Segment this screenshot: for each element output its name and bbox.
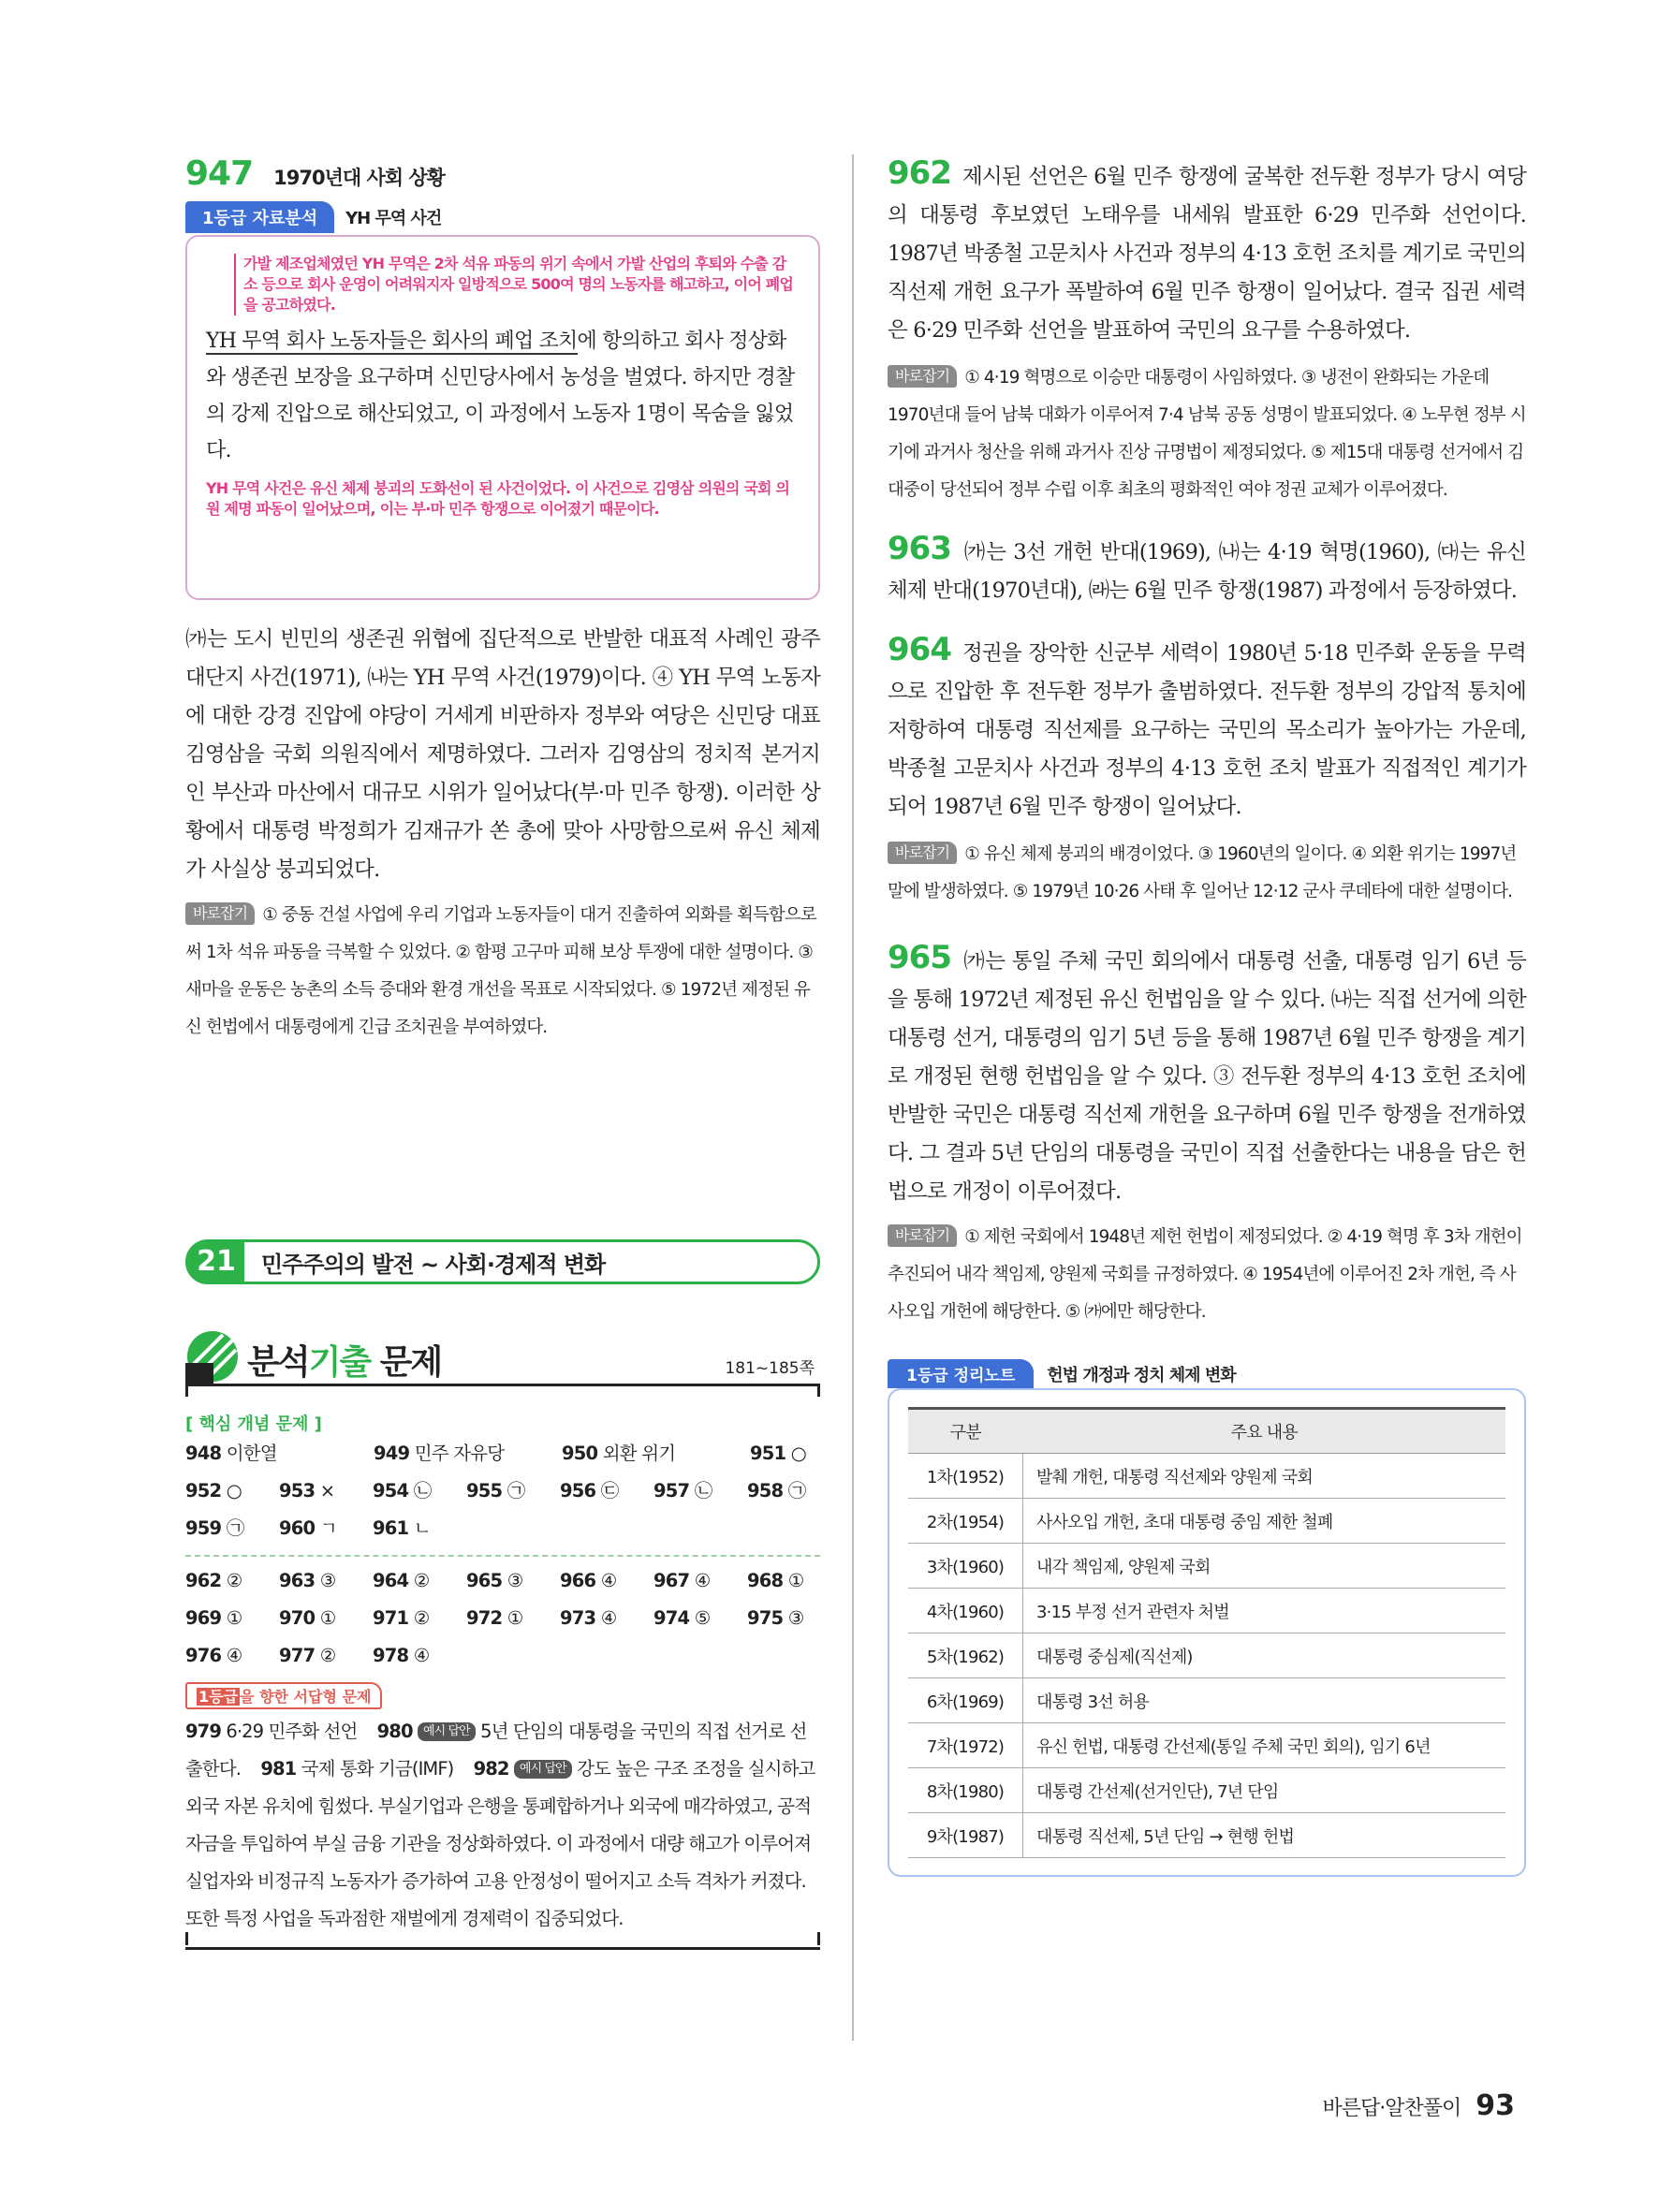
table-header: 주요 내용	[1023, 1409, 1506, 1454]
analysis-word-3: 문제	[370, 1343, 442, 1382]
answer-item: 952 ○	[185, 1480, 242, 1502]
answer-item: 974 ⑤	[653, 1607, 711, 1629]
answer-item: 951 ○	[750, 1443, 806, 1464]
written-label-text: 을 향한 서답형 문제	[240, 1688, 372, 1706]
constitution-table	[908, 1407, 1505, 1858]
table-cell: 9차(1987)	[908, 1813, 1023, 1858]
q965-fix	[888, 1219, 1526, 1331]
summary-note-badge: 1등급 정리노트	[888, 1359, 1034, 1388]
grade-badge: 1등급 자료분석	[185, 201, 334, 233]
table-cell: 5차(1962)	[908, 1633, 1023, 1678]
table-cell: 대통령 직선제, 5년 단임 → 현행 헌법	[1023, 1813, 1506, 1858]
answer-item: 973 ④	[560, 1607, 617, 1629]
analysis-word-2: 기출	[308, 1343, 371, 1382]
q963-text: ㈎는 3선 개헌 반대(1969), ㈏는 4·19 혁명(1960), ㈐는 유신 체제 반대(1970년대), ㈑는 6월 민주 항쟁(1987) 과정에서 등장하였다.	[888, 540, 1526, 603]
bracket-right	[817, 1932, 820, 1945]
q964-fix	[888, 836, 1526, 911]
question-number: 962	[888, 154, 951, 192]
page-footer	[1322, 2089, 1515, 2122]
table-cell: 사사오입 개헌, 초대 대통령 중임 제한 철폐	[1023, 1499, 1506, 1544]
answer-item: 953 ×	[279, 1480, 335, 1502]
table-row	[908, 1723, 1505, 1768]
answer-number: 979	[185, 1721, 222, 1742]
table-row	[908, 1768, 1505, 1813]
summary-note-badge-row	[888, 1359, 1526, 1388]
bracket-left	[185, 1384, 188, 1397]
answer-item: 960 ㄱ	[279, 1517, 337, 1539]
core-answers-row1	[185, 1435, 820, 1472]
example-answer-tag: 예시 답안	[514, 1760, 572, 1779]
mc-answers-row1	[185, 1562, 820, 1600]
table-cell: 내각 책임제, 양원제 국회	[1023, 1544, 1506, 1589]
table-cell: 6차(1969)	[908, 1678, 1023, 1723]
q947-explanation: ㈎는 도시 빈민의 생존권 위협에 집단적으로 반발한 대표적 사례인 광주 대단지 사건(1971), ㈏는 YH 무역 사건(1979)이다. ④ YH 무역 노동자에 대한 강경 진압에 야당이 거세게 비판하자 정부와 여당은 신민당 대표 김영삼을 국회 의원직에서 제명하였다. 그러자 김영삼의 정치적 본거지인 부산과 마산에서 대규모 시위가 일어났다(부·마 민주 항쟁). 이러한 상황에서 대통령 박정희가 김재규가 쏜 총에 맞아 사망함으로써 유신 체제가 사실상 붕괴되었다.	[185, 627, 820, 882]
summary-note-title: 헌법 개정과 정치 체제 변화	[1047, 1365, 1236, 1385]
table-header-row	[908, 1409, 1505, 1454]
fix-tag: 바로잡기	[888, 365, 957, 388]
core-answers-row3	[185, 1510, 820, 1547]
q964-text: 정권을 장악한 신군부 세력이 1980년 5·18 민주화 운동을 무력으로 진압한 후 전두환 정부가 출범하였다. 전두환 정부의 강압적 통치에 저항하여 대통령 직선제를 요구하는 국민의 목소리가 높아가는 가운데, 박종철 고문치사 사건과 정부의 4·13 호헌 조치 발표가 직접적인 계기가 되어 1987년 6월 민주 항쟁이 일어났다.	[888, 641, 1526, 819]
question-title: 1970년대 사회 상황	[273, 167, 445, 189]
fix-tag: 바로잡기	[888, 1224, 957, 1247]
answer-item: 970 ①	[279, 1607, 336, 1629]
answer-number: 981	[260, 1758, 297, 1780]
q962-block	[888, 154, 1526, 350]
table-cell: 3차(1960)	[908, 1544, 1023, 1589]
q962-fix-text: ① 4·19 혁명으로 이승만 대통령이 사임하였다. ③ 냉전이 완화되는 가운데 1970년대 들어 남북 대화가 이루어져 7·4 남북 공동 성명이 발표되었다. ④ 노무현 정부 시기에 과거사 청산을 위해 과거사 진상 규명법이 제정되었다. ⑤ 제15대 대통령 선거에서 김대중이 당선되어 정부 수립 이후 최초의 평화적인 여야 정권 교체가 이루어졌다.	[888, 368, 1526, 500]
table-cell: 대통령 간선제(선거인단), 7년 단임	[1023, 1768, 1506, 1813]
table-cell: 1차(1952)	[908, 1454, 1023, 1499]
dashed-divider	[185, 1555, 820, 1557]
answer-979: 6·29 민주화 선언	[226, 1721, 358, 1742]
fix-tag: 바로잡기	[185, 902, 255, 925]
question-number: 947	[185, 154, 254, 193]
table-row	[908, 1544, 1505, 1589]
answer-item: 961 ㄴ	[373, 1517, 431, 1539]
table-cell: 대통령 중심제(직선제)	[1023, 1633, 1506, 1678]
answer-item: 948 이한열	[185, 1443, 277, 1464]
analysis-label	[247, 1336, 441, 1384]
example-answer-tag: 예시 답안	[418, 1722, 476, 1741]
table-cell: 2차(1954)	[908, 1499, 1023, 1544]
right-column	[888, 154, 1526, 1877]
table-cell: 8차(1980)	[908, 1768, 1023, 1813]
table-cell: 유신 헌법, 대통령 간선제(통일 주체 국민 회의), 임기 6년	[1023, 1723, 1506, 1768]
analysis-icon	[185, 1329, 240, 1384]
answer-item: 957 ㉡	[653, 1480, 712, 1502]
q962-text: 제시된 선언은 6월 민주 항쟁에 굴복한 전두환 정부가 당시 여당의 대통령 후보였던 노태우를 내세워 발표한 6·29 민주화 선언이다. 1987년 박종철 고문치사 사건과 정부의 4·13 호헌 조치를 계기로 국민의 직선제 개헌 요구가 폭발하여 6월 민주 항쟁이 일어났다. 결국 집권 세력은 6·29 민주화 선언을 발표하여 국민의 요구를 수용하였다.	[888, 165, 1526, 343]
answer-item: 956 ㉢	[560, 1480, 619, 1502]
analysis-header	[185, 1316, 820, 1386]
q965-fix-text: ① 제헌 국회에서 1948년 제헌 헌법이 제정되었다. ② 4·19 혁명 후 3차 개헌이 추진되어 내각 책임제, 양원제 국회를 규정하였다. ④ 1954년에 이루어진 2차 개헌, 즉 사사오입 개헌에 해당한다. ⑤ ㈎에만 해당한다.	[888, 1227, 1522, 1322]
section-bottom-bar	[185, 1941, 820, 1950]
analysis-badge-row	[185, 201, 820, 233]
source-analysis-box	[185, 235, 820, 600]
answer-item: 959 ㉠	[185, 1517, 244, 1539]
answer-980: 5년 단임의 대통령을 국민의 직접 선거로 선출한다.	[185, 1721, 807, 1780]
annotation-bottom: YH 무역 사건은 유신 체제 붕괴의 도화선이 된 사건이었다. 이 사건으로 김영삼 의원의 국회 의원 제명 파동이 일어났으며, 이는 부·마 민주 항쟁으로 이어졌기 때문이다.	[206, 479, 790, 518]
answer-item: 950 외환 위기	[562, 1443, 676, 1464]
answer-item: 962 ②	[185, 1570, 242, 1591]
answer-item: 963 ③	[279, 1570, 336, 1591]
answer-item: 966 ④	[560, 1570, 617, 1591]
footer-text: 바른답·알찬풀이	[1322, 2097, 1461, 2120]
q963-block	[888, 530, 1526, 610]
underlined-text: YH 무역 회사 노동자들은 회사의 폐업 조치	[206, 330, 578, 353]
bracket-left	[185, 1932, 188, 1945]
table-row	[908, 1678, 1505, 1723]
mc-answers-row2	[185, 1600, 820, 1637]
table-row	[908, 1499, 1505, 1544]
core-answers-row2	[185, 1472, 820, 1510]
table-header: 구분	[908, 1409, 1023, 1454]
q965-block	[888, 939, 1526, 1211]
answer-item: 949 민주 자유당	[374, 1443, 505, 1464]
answer-981: 국제 통화 기금(IMF)	[301, 1758, 454, 1780]
answer-item: 958 ㉠	[747, 1480, 806, 1502]
answer-item: 965 ③	[466, 1570, 523, 1591]
q947-fix-text: ① 중동 건설 사업에 우리 기업과 노동자들이 대거 진출하여 외화를 획득함으로써 1차 석유 파동을 극복할 수 있었다. ② 함평 고구마 피해 보상 투쟁에 대한 설명이다. ③ 새마을 운동은 농촌의 소득 증대와 환경 개선을 목표로 시작되었다. ⑤ 1972년 제정된 유신 헌법에서 대통령에게 긴급 조치권을 부여하였다.	[185, 905, 816, 1037]
written-answers	[185, 1713, 820, 1938]
answer-number: 980	[376, 1721, 413, 1742]
core-concept-title: [ 핵심 개념 문제 ]	[185, 1414, 322, 1434]
table-row	[908, 1589, 1505, 1633]
badge-title: YH 무역 사건	[345, 209, 442, 228]
table-cell: 7차(1972)	[908, 1723, 1023, 1768]
table-cell: 대통령 3선 허용	[1023, 1678, 1506, 1723]
answer-item: 977 ②	[279, 1645, 336, 1666]
answer-item: 967 ④	[653, 1570, 711, 1591]
answer-item: 969 ①	[185, 1607, 242, 1629]
answer-item: 955 ㉠	[466, 1480, 525, 1502]
table-row	[908, 1454, 1505, 1499]
table-row	[908, 1813, 1505, 1858]
table-row	[908, 1633, 1505, 1678]
table-cell: 4차(1960)	[908, 1589, 1023, 1633]
bracket-right	[817, 1384, 820, 1397]
q947-fix	[185, 897, 820, 1047]
section-bar	[185, 1239, 820, 1284]
question-number: 963	[888, 530, 951, 567]
question-number: 965	[888, 939, 951, 976]
table-cell: 발췌 개헌, 대통령 직선제와 양원제 국회	[1023, 1454, 1506, 1499]
grade-mark: 1등급	[198, 1688, 239, 1706]
q965-text: ㈎는 통일 주체 국민 회의에서 대통령 선출, 대통령 임기 6년 등을 통해 1972년 제정된 유신 헌법임을 알 수 있다. ㈏는 직접 선거에 의한 대통령 선거, 대통령의 임기 5년 등을 통해 1987년 6월 민주 항쟁을 계기로 개정된 현행 헌법임을 알 수 있다. ③ 전두환 정부의 4·13 호헌 조치에 반발한 국민은 대통령 직선제 개헌을 요구하며 6월 민주 항쟁을 전개하였다. 그 결과 5년 단임의 대통령을 국민이 직접 선출한다는 내용을 담은 헌법으로 개정이 이루어졌다.	[888, 949, 1526, 1204]
q962-fix	[888, 359, 1526, 509]
answer-item: 978 ④	[373, 1645, 430, 1666]
answer-item: 968 ①	[747, 1570, 804, 1591]
answer-982: 강도 높은 구조 조정을 실시하고 외국 자본 유치에 힘썼다. 부실기업과 은행을 통폐합하거나 외국에 매각하였고, 공적 자금을 투입하여 부실 금융 기관을 정상화하였다. 이 과정에서 대량 해고가 이루어져 실업자와 비정규직 노동자가 증가하여 고용 안정성이 떨어지고 소득 격차가 커졌다. 또한 특정 사업을 독과점한 재벌에게 경제력이 집중되었다.	[185, 1758, 815, 1929]
answer-item: 972 ①	[466, 1607, 523, 1629]
column-divider	[852, 154, 854, 2041]
source-text-rest: 에 항의하고 회사 정상화와 생존권 보장을 요구하며 신민당사에서 농성을 벌였다. 하지만 경찰의 강제 진압으로 해산되었고, 이 과정에서 노동자 1명이 목숨을 잃었다.	[206, 330, 795, 462]
answer-item: 964 ②	[373, 1570, 430, 1591]
q947-header	[185, 154, 820, 196]
page-number: 93	[1475, 2089, 1515, 2122]
q964-block	[888, 631, 1526, 827]
left-column	[185, 154, 820, 1950]
table-cell: 3·15 부정 선거 관련자 처벌	[1023, 1589, 1506, 1633]
source-text	[206, 323, 800, 469]
section-number: 21	[188, 1242, 244, 1282]
mc-answers-row3	[185, 1637, 820, 1675]
answer-item: 975 ③	[747, 1607, 804, 1629]
question-number: 964	[888, 631, 951, 668]
page-range: 181~185쪽	[725, 1359, 815, 1378]
analysis-word-1: 분석	[247, 1343, 309, 1382]
answer-number: 982	[473, 1758, 509, 1780]
annotation-top: 가발 제조업체였던 YH 무역은 2차 석유 파동의 위기 속에서 가발 산업의 후퇴와 수출 감소 등으로 회사 운영이 어려워지자 일방적으로 500여 명의 노동자를 해고하고, 이어 폐업을 공고하였다.	[234, 254, 800, 315]
fix-tag: 바로잡기	[888, 842, 957, 864]
q964-fix-text: ① 유신 체제 붕괴의 배경이었다. ③ 1960년의 일이다. ④ 외환 위기는 1997년 말에 발생하였다. ⑤ 1979년 10·26 사태 후 일어난 12·12 군사 쿠데타에 대한 설명이다.	[888, 844, 1517, 901]
answer-item: 954 ㉡	[373, 1480, 432, 1502]
answer-item: 976 ④	[185, 1645, 242, 1666]
section-title: 민주주의의 발전 ~ 사회·경제적 변화	[261, 1251, 606, 1278]
written-question-label	[185, 1682, 382, 1709]
summary-table-box	[888, 1388, 1526, 1877]
answer-item: 971 ②	[373, 1607, 430, 1629]
